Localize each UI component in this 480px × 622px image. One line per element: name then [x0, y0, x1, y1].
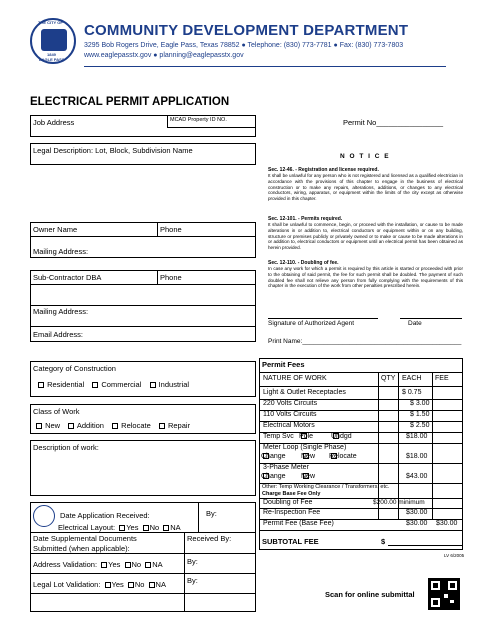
- notice-body: It shall be unlawful for any person who is not registered and licensed as a qualified electrician in accordance with the provisions of this chapter to engage in the business of electrical construction or to make any repairs, alterations, additions, or changes to any electrical conductors, wiring, apparatus, or equipment within the limits of the city except as otherwise provided in this chapter.: [268, 173, 463, 202]
- signature-line: [268, 318, 378, 319]
- change-label: Change: [261, 473, 286, 480]
- divider: [30, 284, 256, 285]
- owner-name-label[interactable]: Owner Name: [33, 225, 78, 234]
- date-label[interactable]: Date: [408, 320, 422, 327]
- job-address-label: Job Address: [33, 118, 75, 127]
- qr-module: [450, 600, 454, 603]
- notice-heading: Sec. 12-46. - Registration and license required.: [268, 167, 379, 173]
- divider: [259, 386, 463, 387]
- relocate-label: Relocate: [121, 421, 151, 430]
- repair-checkbox[interactable]: [159, 423, 165, 429]
- address-no-checkbox[interactable]: [125, 562, 131, 568]
- col-qty: QTY: [381, 375, 396, 382]
- department-name: COMMUNITY DEVELOPMENT DEPARTMENT: [84, 22, 409, 39]
- permit-no-label[interactable]: Permit No________________: [343, 118, 444, 127]
- fee-name: Electrical Motors: [263, 422, 315, 429]
- category-options: [36, 380, 189, 389]
- owner-mailing-label[interactable]: Mailing Address:: [33, 247, 89, 256]
- mcad-label: MCAD Property ID NO.: [170, 117, 227, 123]
- fee-each: $18.00: [406, 433, 428, 440]
- divider: [198, 502, 199, 532]
- lot-na-checkbox[interactable]: [149, 582, 155, 588]
- seal-year: 1849: [47, 52, 56, 57]
- fee-each: $30.00: [406, 509, 428, 516]
- address-validation-row: [33, 560, 163, 569]
- lot-no-checkbox[interactable]: [128, 582, 134, 588]
- address-validation-label: Address Validation:: [33, 560, 98, 569]
- layout-no-checkbox[interactable]: [143, 525, 149, 531]
- header-rule: [84, 66, 446, 67]
- new-checkbox[interactable]: [36, 423, 42, 429]
- electrical-layout-row: [58, 523, 181, 532]
- charge-base-label: Charge Base Fee Only: [262, 491, 321, 497]
- no-label: No: [149, 523, 160, 532]
- electrical-layout-label: Electrical Layout:: [58, 523, 116, 532]
- class-label: Class of Work: [33, 407, 80, 416]
- address-yes-checkbox[interactable]: [101, 562, 107, 568]
- commercial-label: Commercial: [101, 380, 142, 389]
- seal-emblem: [41, 29, 67, 51]
- mini-city-seal: [33, 505, 55, 527]
- web-line: www.eaglepasstx.gov ● planning@eaglepasstx.gov: [84, 52, 244, 59]
- na-label: NA: [152, 560, 163, 569]
- qr-finder-dot: [450, 583, 455, 588]
- col-each: EACH: [402, 375, 422, 382]
- class-options: [34, 421, 190, 430]
- relocate-label: Relocate: [329, 453, 357, 460]
- residential-checkbox[interactable]: [38, 382, 44, 388]
- no-label: No: [134, 580, 145, 589]
- fee-each: $ 3.00: [410, 400, 430, 407]
- no-label: No: [131, 560, 142, 569]
- yes-label: Yes: [126, 523, 139, 532]
- fee-row-reinspection: [261, 509, 461, 519]
- relocate-checkbox[interactable]: [112, 423, 118, 429]
- divider: [157, 222, 158, 236]
- other-fee-label: Other: Temp Working Clearance / Transformers, etc.: [262, 484, 390, 490]
- industrial-checkbox[interactable]: [150, 382, 156, 388]
- description-label: Description of work:: [33, 443, 99, 452]
- fee-name: Re-Inspection Fee: [263, 509, 321, 516]
- subtotal-label: SUBTOTAL FEE: [262, 537, 319, 546]
- print-name-field[interactable]: Print Name:____________________________________________: [268, 338, 462, 345]
- subcontractor-phone-label[interactable]: Phone: [160, 273, 182, 282]
- by-label[interactable]: By:: [206, 509, 217, 518]
- fee-row-three-phase: [261, 473, 461, 483]
- divider: [30, 593, 256, 594]
- fee-name: 220 Volts Circuits: [263, 400, 318, 407]
- seal-top-text: THE CITY OF: [38, 20, 63, 25]
- fee-name: Meter Loop (Single Phase): [263, 444, 347, 451]
- divider: [184, 532, 185, 612]
- qr-code[interactable]: [428, 578, 460, 610]
- date-received-label[interactable]: Date Application Received:: [60, 511, 150, 520]
- fee-name: Doubling of Fee: [263, 499, 313, 506]
- divider: [30, 236, 256, 237]
- col-work: NATURE OF WORK: [263, 375, 327, 382]
- subtotal-dollar[interactable]: $: [381, 537, 386, 546]
- notice-heading: Sec. 12-101. - Permits required.: [268, 216, 343, 222]
- date-supplemental-label[interactable]: Date Supplemental Documents: [33, 534, 137, 543]
- divider: [167, 115, 168, 127]
- fee-row-base: [261, 520, 461, 530]
- fee-row-110: [261, 411, 461, 421]
- divider: [30, 326, 256, 327]
- fees-header-row: [261, 375, 461, 385]
- version-label: LV 6/2005: [444, 553, 465, 558]
- legal-description-label: Legal Description: Lot, Block, Subdivision Name: [33, 146, 193, 155]
- date-line: [400, 318, 462, 319]
- subcontractor-mailing-label[interactable]: Mailing Address:: [33, 307, 89, 316]
- addition-label: Addition: [76, 421, 104, 430]
- subtotal-line: [388, 545, 462, 546]
- divider: [30, 532, 256, 533]
- repair-label: Repair: [167, 421, 191, 430]
- fee-name: Light & Outlet Receptacles: [263, 389, 346, 396]
- seal-bottom-text: EAGLE PASS: [39, 57, 65, 62]
- divider: [157, 270, 158, 284]
- divider: [30, 305, 256, 306]
- address-na-checkbox[interactable]: [145, 562, 151, 568]
- signature-label[interactable]: Signature of Authorized Agent: [268, 320, 355, 327]
- commercial-checkbox[interactable]: [92, 382, 98, 388]
- yes-label: Yes: [111, 580, 124, 589]
- col-fee: FEE: [435, 375, 449, 382]
- email-label[interactable]: Email Address:: [33, 330, 84, 339]
- notice-section-2: [268, 216, 463, 251]
- fee-amount: $30.00: [436, 520, 458, 527]
- undgd-label: Undgd: [331, 433, 352, 440]
- lot-by-label[interactable]: By:: [187, 576, 198, 585]
- addition-checkbox[interactable]: [68, 423, 74, 429]
- received-by-label[interactable]: Received By:: [187, 534, 232, 543]
- divider: [167, 127, 256, 128]
- fee-row-meter-loop: [261, 453, 461, 463]
- notice-heading: Sec. 12-110. - Doubling of fee.: [268, 260, 339, 266]
- legal-lot-label: Legal Lot Validation:: [33, 580, 101, 589]
- residential-label: Residential: [47, 380, 85, 389]
- notice-title: N O T I C E: [340, 153, 391, 160]
- submitted-label: Submitted (when applicable):: [33, 544, 130, 553]
- pole-label: Pole: [299, 433, 314, 440]
- fee-each: $ 0.75: [402, 389, 422, 396]
- fee-name: 110 Volts Circuits: [263, 411, 317, 418]
- layout-yes-checkbox[interactable]: [119, 525, 125, 531]
- new-label: New: [45, 421, 61, 430]
- change-label: Change: [261, 453, 286, 460]
- qr-module: [444, 594, 448, 598]
- notice-section-1: [268, 167, 463, 202]
- na-label: NA: [170, 523, 181, 532]
- industrial-label: Industrial: [158, 380, 190, 389]
- category-label: Category of Construction: [33, 364, 116, 373]
- fee-each: $200.00 minimum: [373, 499, 425, 506]
- divider: [259, 530, 463, 531]
- fee-row-light: [261, 389, 461, 399]
- fee-row-temp: [261, 433, 461, 443]
- layout-na-checkbox[interactable]: [163, 525, 169, 531]
- yes-label: Yes: [108, 560, 121, 569]
- na-label: NA: [155, 580, 166, 589]
- fee-name: Temp Svc: [263, 433, 294, 440]
- fee-name: 3-Phase Meter: [263, 464, 309, 471]
- qr-finder-dot: [433, 600, 438, 605]
- fee-row-220: [261, 400, 461, 410]
- fee-each: $ 2.50: [410, 422, 430, 429]
- address-by-label[interactable]: By:: [187, 557, 198, 566]
- scan-label: Scan for online submittal: [325, 590, 415, 599]
- fee-each: $30.00: [406, 520, 428, 527]
- divider: [30, 573, 256, 574]
- subcontractor-label[interactable]: Sub-Contractor DBA: [33, 273, 102, 282]
- new-label: New: [301, 473, 316, 480]
- address-line: 3295 Bob Rogers Drive, Eagle Pass, Texas 78852 ● Telephone: (830) 773-7781 ● Fax: (830) 773-7803: [84, 42, 404, 49]
- qr-finder-dot: [433, 583, 438, 588]
- fee-each: $43.00: [406, 473, 428, 480]
- notice-body: It shall be unlawful to commence, begin, or proceed with the installation, or cause to be made alterations in or addition to, electrical conductors or equipment within or on any building, structure or premises publicly or privately owned or to make or cause to be made alterations in or addition to, electrical conductors or equipment until an electrical permit has been obtained as herein provided.: [268, 222, 463, 251]
- lot-yes-checkbox[interactable]: [105, 582, 111, 588]
- notice-section-3: [268, 260, 463, 289]
- divider: [30, 553, 256, 554]
- notice-body: In case any work for which a permit is required by this article is started or proceeded with prior to the obtaining of said permit, the fee for such permit shall be doubled. The payment of such doubled fee shall not relieve any person from fully complying with the requirements of this chapter in the execution of the work from other penalties prescribed herein.: [268, 266, 463, 289]
- legal-lot-row: [33, 580, 166, 589]
- fee-each: $ 1.50: [410, 411, 430, 418]
- fees-title: Permit Fees: [262, 360, 305, 369]
- new-label: New: [301, 453, 316, 460]
- owner-phone-label[interactable]: Phone: [160, 225, 182, 234]
- fee-row-motors: [261, 422, 461, 432]
- fee-each: $18.00: [406, 453, 428, 460]
- form-title: ELECTRICAL PERMIT APPLICATION: [30, 96, 230, 108]
- fee-name: Permit Fee (Base Fee): [263, 520, 334, 527]
